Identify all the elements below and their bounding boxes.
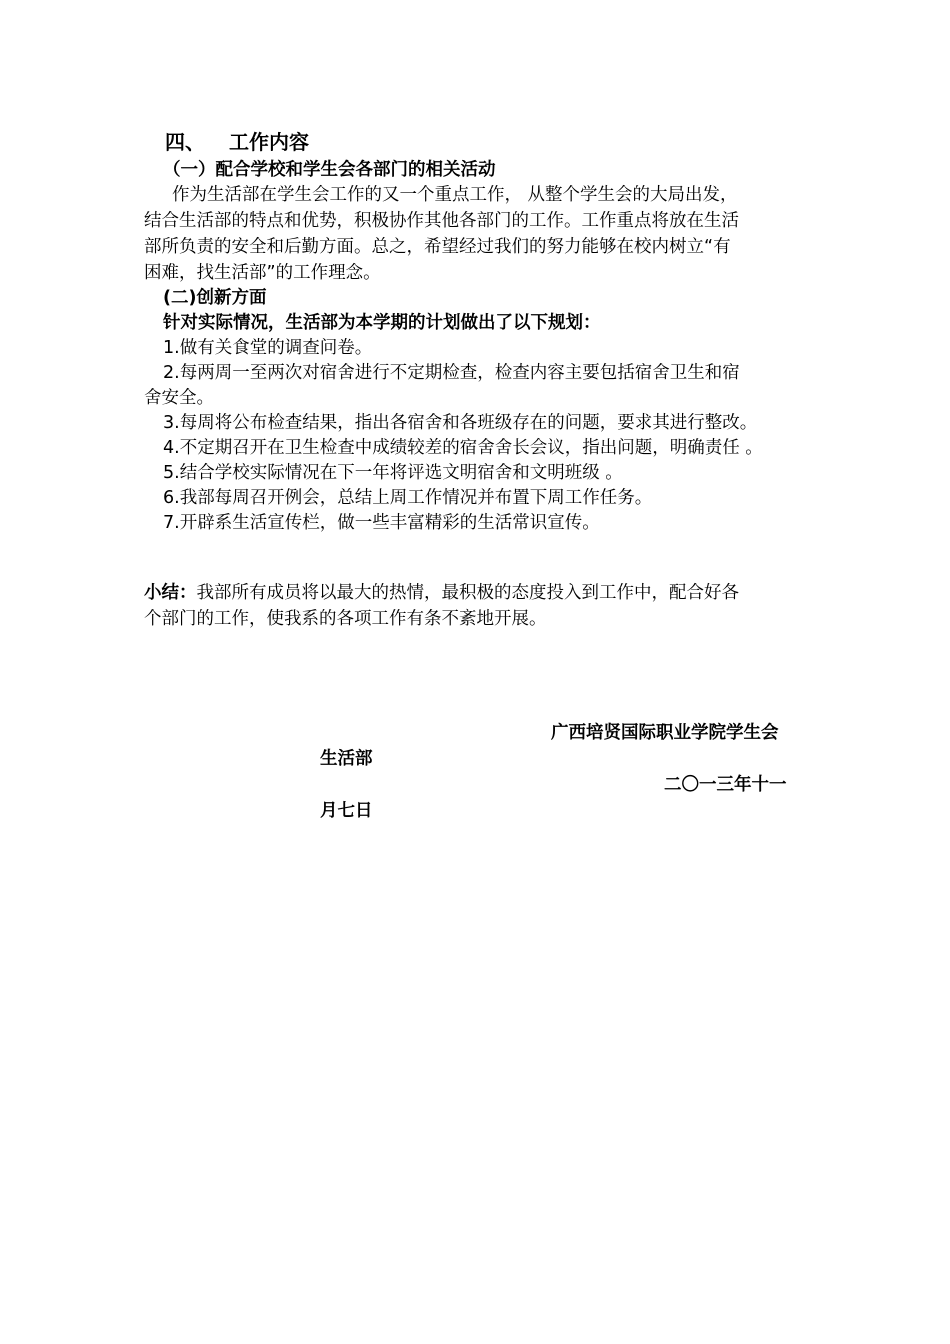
summary-text-1: 我部所有成员将以最大的热情，最积极的态度投入到工作中，配合好各 bbox=[196, 583, 739, 603]
plan-item-5: 5.结合学校实际情况在下一年将评选文明宿舍和文明班级 。 bbox=[163, 463, 623, 483]
subsection-1-paragraph-line-4: 困难，找生活部”的工作理念。 bbox=[144, 263, 381, 283]
plan-item-1: 1.做有关食堂的调查问卷。 bbox=[163, 338, 373, 358]
signature-date-line-2: 月七日 bbox=[320, 801, 373, 821]
summary-line-1 bbox=[144, 580, 739, 606]
subsection-2-heading: (二)创新方面 bbox=[163, 288, 267, 308]
signature-date-line-1: 二〇一三年十一 bbox=[664, 775, 787, 795]
summary-label: 小结： bbox=[144, 583, 197, 603]
section-number: 四、 bbox=[165, 130, 205, 154]
signature-org-line-1: 广西培贤国际职业学院学生会 bbox=[551, 723, 779, 743]
plan-item-3: 3.每周将公布检查结果，指出各宿舍和各班级存在的问题，要求其进行整改。 bbox=[163, 413, 758, 433]
signature-org-line-2: 生活部 bbox=[320, 749, 373, 769]
plan-item-2: 2.每两周一至两次对宿舍进行不定期检查，检查内容主要包括宿舍卫生和宿 bbox=[163, 363, 740, 383]
subsection-1-paragraph-line-1: 作为生活部在学生会工作的又一个重点工作， 从整个学生会的大局出发， bbox=[172, 185, 738, 205]
plan-item-2-continued: 舍安全。 bbox=[144, 388, 214, 408]
plan-item-4: 4.不定期召开在卫生检查中成绩较差的宿舍舍长会议，指出问题，明确责任 。 bbox=[163, 438, 763, 458]
plan-item-7: 7.开辟系生活宣传栏，做一些丰富精彩的生活常识宣传。 bbox=[163, 513, 600, 533]
summary-line-2: 个部门的工作，使我系的各项工作有条不紊地开展。 bbox=[144, 609, 547, 629]
subsection-1-paragraph-line-3: 部所负责的安全和后勤方面。总之，希望经过我们的努力能够在校内树立“有 bbox=[144, 237, 731, 257]
subsection-1-heading: （一）配合学校和学生会各部门的相关活动 bbox=[163, 160, 496, 180]
subsection-2-intro: 针对实际情况，生活部为本学期的计划做出了以下规划： bbox=[163, 313, 601, 333]
section-heading bbox=[165, 128, 309, 156]
plan-item-6: 6.我部每周召开例会，总结上周工作情况并布置下周工作任务。 bbox=[163, 488, 653, 508]
section-title: 工作内容 bbox=[229, 130, 309, 154]
subsection-1-paragraph-line-2: 结合生活部的特点和优势，积极协作其他各部门的工作。工作重点将放在生活 bbox=[144, 211, 739, 231]
